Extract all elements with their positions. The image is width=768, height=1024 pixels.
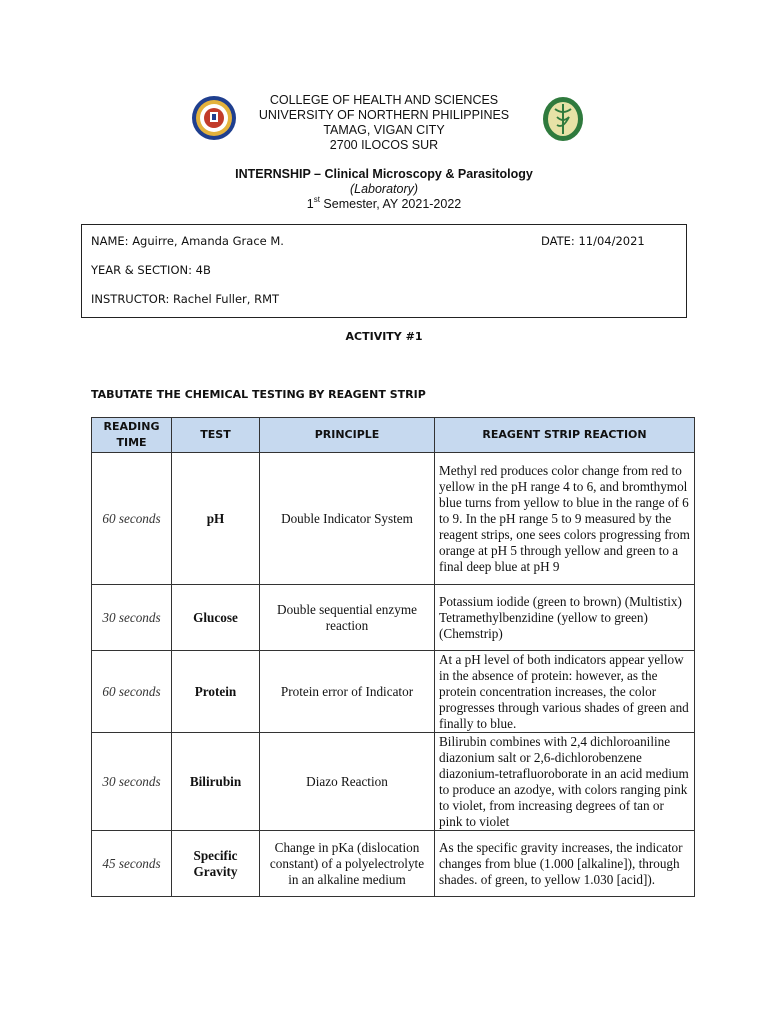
reading-time-cell: 60 seconds: [92, 453, 172, 585]
reaction-line: Potassium iodide (green to brown) (Multistix): [439, 593, 682, 609]
principle-cell: Diazo Reaction: [260, 733, 435, 831]
reagent-strip-table: [91, 417, 695, 897]
reading-time-cell: 30 seconds: [92, 585, 172, 651]
semester-text: Semester, AY 2021-2022: [319, 197, 462, 211]
test-cell: Specific Gravity: [172, 831, 260, 897]
college-name: COLLEGE OF HEALTH AND SCIENCES: [269, 93, 499, 107]
table-header-row: [92, 418, 695, 453]
header-principle: PRINCIPLE: [260, 418, 435, 453]
principle-cell: Double sequential enzyme reaction: [260, 585, 435, 651]
table-row: [92, 453, 695, 585]
reading-time-cell: 30 seconds: [92, 733, 172, 831]
reaction-line: Tetramethylbenzidine (yellow to green) (Chemstrip): [439, 609, 648, 641]
test-cell: Bilirubin: [172, 733, 260, 831]
table-row: [92, 585, 695, 651]
header-test: TEST: [172, 418, 260, 453]
student-info-box: [81, 224, 687, 318]
reading-time-cell: 45 seconds: [92, 831, 172, 897]
university-name: UNIVERSITY OF NORTHERN PHILIPPINES: [258, 108, 510, 122]
semester-number: 1: [306, 197, 314, 211]
activity-date: DATE: 11/04/2021: [541, 234, 645, 248]
header-reaction: REAGENT STRIP REACTION: [435, 418, 695, 453]
table-row: [92, 831, 695, 897]
test-cell: Protein: [172, 651, 260, 733]
table-row: [92, 733, 695, 831]
test-cell: pH: [172, 453, 260, 585]
student-name: NAME: Aguirre, Amanda Grace M.: [91, 234, 284, 248]
reaction-cell: [435, 585, 695, 651]
principle-cell: Change in pKa (dislocation constant) of a polyelectrolyte in an alkaline medium: [260, 831, 435, 897]
campus-address: TAMAG, VIGAN CITY: [323, 123, 445, 137]
principle-cell: Double Indicator System: [260, 453, 435, 585]
test-cell: Glucose: [172, 585, 260, 651]
instruction-heading: TABUTATE THE CHEMICAL TESTING BY REAGENT STRIP: [91, 388, 426, 401]
semester-line: [0, 197, 768, 211]
reading-time-cell: 60 seconds: [92, 651, 172, 733]
course-type: (Laboratory): [349, 182, 419, 196]
reaction-cell: Methyl red produces color change from red to yellow in the pH range 4 to 6, and bromthymol blue turns from yellow to blue in the range of 6 to 9. In the pH range 5 to 9 measured by the reagent strips, one sees colors progressing from orange at pH 5 through yellow and green to a final deep blue at pH 9: [435, 453, 695, 585]
activity-heading: ACTIVITY #1: [345, 330, 423, 343]
postal-address: 2700 ILOCOS SUR: [329, 138, 439, 152]
semester-suffix: st: [313, 195, 320, 204]
reaction-cell: As the specific gravity increases, the indicator changes from blue (1.000 [alkaline]), through shades. of green, to yellow 1.030 [acid]).: [435, 831, 695, 897]
year-section: YEAR & SECTION: 4B: [91, 263, 211, 277]
reaction-cell: At a pH level of both indicators appear yellow in the absence of protein: however, as the protein concentration increases, the color progresses through various shades of green and finally to blue.: [435, 651, 695, 733]
header-reading-time: READING TIME: [92, 418, 172, 453]
reaction-cell: Bilirubin combines with 2,4 dichloroaniline diazonium salt or 2,6-dichlorobenzene diazonium-tetrafluoroborate in an acid medium to produce an azodye, with colors ranging pink to violet, from increasing degrees of tan or pink to violet: [435, 733, 695, 831]
principle-cell: Protein error of Indicator: [260, 651, 435, 733]
course-title: INTERNSHIP – Clinical Microscopy & Parasitology: [235, 167, 533, 181]
table-row: [92, 651, 695, 733]
instructor: INSTRUCTOR: Rachel Fuller, RMT: [91, 292, 280, 306]
